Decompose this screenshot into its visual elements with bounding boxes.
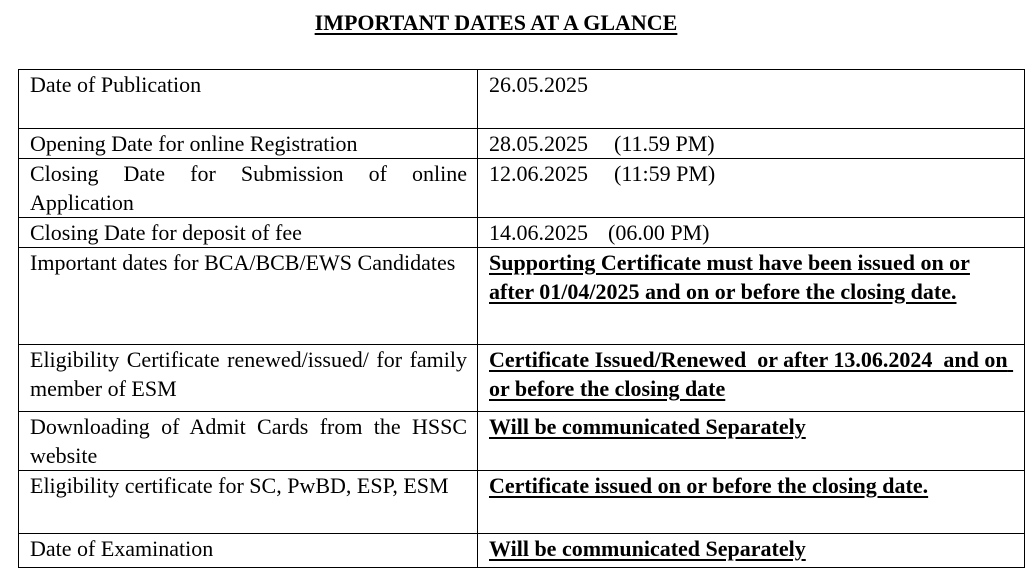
row-label: Important dates for BCA/BCB/EWS Candidates	[19, 248, 478, 345]
row-note: Supporting Certificate must have been issued on or after 01/04/2025 and on or before the closing date.	[489, 250, 970, 304]
row-label: Closing Date for Submission of online Application	[19, 159, 478, 218]
page-title-text: IMPORTANT DATES AT A GLANCE	[314, 10, 678, 35]
row-label: Eligibility Certificate renewed/issued/ for family member of ESM	[19, 345, 478, 412]
row-date: 12.06.2025	[489, 161, 588, 186]
row-label: Downloading of Admit Cards from the HSSC website	[19, 412, 478, 471]
row-label: Closing Date for deposit of fee	[19, 218, 478, 248]
table-row	[19, 129, 1025, 159]
row-value	[478, 248, 1025, 345]
row-note: Will be communicated Separately	[489, 414, 806, 439]
row-time: (11.59 PM)	[614, 131, 715, 156]
row-label: Opening Date for online Registration	[19, 129, 478, 159]
table-row	[19, 471, 1025, 534]
row-date: 14.06.2025	[489, 220, 588, 245]
row-value	[478, 345, 1025, 412]
table-row	[19, 248, 1025, 345]
table-row	[19, 159, 1025, 218]
row-value	[478, 159, 1025, 218]
row-label: Eligibility certificate for SC, PwBD, ESP, ESM	[19, 471, 478, 534]
row-value	[478, 534, 1025, 568]
row-label: Date of Publication	[19, 70, 478, 129]
important-dates-table	[18, 69, 1025, 568]
row-time: (11:59 PM)	[614, 161, 716, 186]
row-value	[478, 471, 1025, 534]
row-note: Certificate Issued/Renewed or after 13.06.2024 and on or before the closing date	[489, 347, 1014, 401]
table-row	[19, 218, 1025, 248]
row-time: (06.00 PM)	[608, 220, 710, 245]
row-date: 28.05.2025	[489, 131, 588, 156]
row-value	[478, 70, 1025, 129]
row-note: Will be communicated Separately	[489, 536, 806, 561]
table-row	[19, 534, 1025, 568]
table-row	[19, 345, 1025, 412]
row-value	[478, 412, 1025, 471]
row-date: 26.05.2025	[489, 72, 588, 97]
row-label: Date of Examination	[19, 534, 478, 568]
table-row	[19, 412, 1025, 471]
row-value	[478, 218, 1025, 248]
row-value	[478, 129, 1025, 159]
table-row	[19, 70, 1025, 129]
row-note: Certificate issued on or before the closing date.	[489, 473, 929, 498]
page-title	[0, 8, 992, 38]
